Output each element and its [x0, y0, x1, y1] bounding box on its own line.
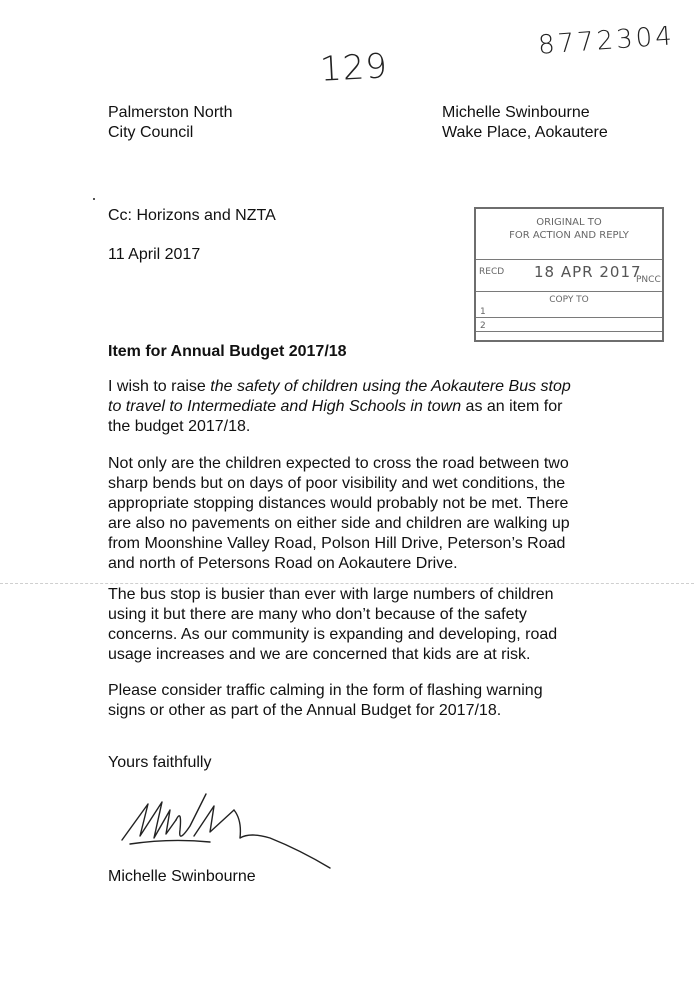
stamp-copy-to: COPY TO — [549, 295, 589, 305]
stamp-org: PNCC — [636, 275, 661, 285]
recipient-line-2: City Council — [108, 124, 194, 141]
stamp-received-date: 18 APR 2017 — [534, 263, 642, 281]
stamp-action-reply: FOR ACTION AND REPLY — [509, 230, 629, 241]
paragraph-1 — [108, 377, 578, 437]
paragraph-3: The bus stop is busier than ever with large numbers of children using it but there are many who don’t because of the safety concerns. As our community is expanding and developing, road usage increases and we are concerned that kids are at risk. — [108, 586, 558, 663]
recipient-line-1: Palmerston North — [108, 104, 233, 121]
handwritten-signature — [110, 780, 350, 880]
recipient-address — [108, 103, 233, 143]
paragraph-4: Please consider traffic calming in the form of flashing warning signs or other as part of the Annual Budget for 2017/18. — [108, 682, 543, 719]
stamp-original-to: ORIGINAL TO — [536, 217, 602, 228]
scan-artifact-line — [0, 583, 694, 584]
sender-line-2: Wake Place, Aokautere — [442, 124, 608, 141]
stamp-recd-label: RECD — [479, 267, 505, 277]
sender-address — [442, 103, 608, 143]
stamp-num-2: 2 — [480, 321, 486, 331]
signature-name: Michelle Swinbourne — [108, 868, 256, 885]
scan-speck — [93, 198, 95, 200]
paragraph-1-intro: I wish to raise — [108, 378, 211, 395]
closing-line: Yours faithfully — [108, 754, 212, 771]
stamp-num-1: 1 — [480, 307, 486, 317]
handwritten-page-number: 129 — [318, 46, 389, 90]
received-stamp — [474, 207, 664, 342]
handwritten-reference-number: 8772304 — [537, 21, 676, 61]
paragraph-1-emphasis: the safety of children using the Aokautere Bus stop to travel to Intermediate and High Schools in town — [108, 378, 571, 415]
letter-subject: Item for Annual Budget 2017/18 — [108, 343, 347, 360]
cc-line: Cc: Horizons and NZTA — [108, 207, 276, 224]
paragraph-1-end: as an item for the budget 2017/18. — [108, 398, 563, 435]
sender-line-1: Michelle Swinbourne — [442, 104, 590, 121]
letter-date: 11 April 2017 — [108, 246, 201, 263]
paragraph-2: Not only are the children expected to cross the road between two sharp bends but on days of poor visibility and wet conditions, the appropriate stopping distances would probably not be met. There are also no pavements on either side and children are walking up from Moonshine Valley Road, Polson Hill Drive, Peterson’s Road and north of Petersons Road on Aokautere Drive. — [108, 455, 570, 572]
